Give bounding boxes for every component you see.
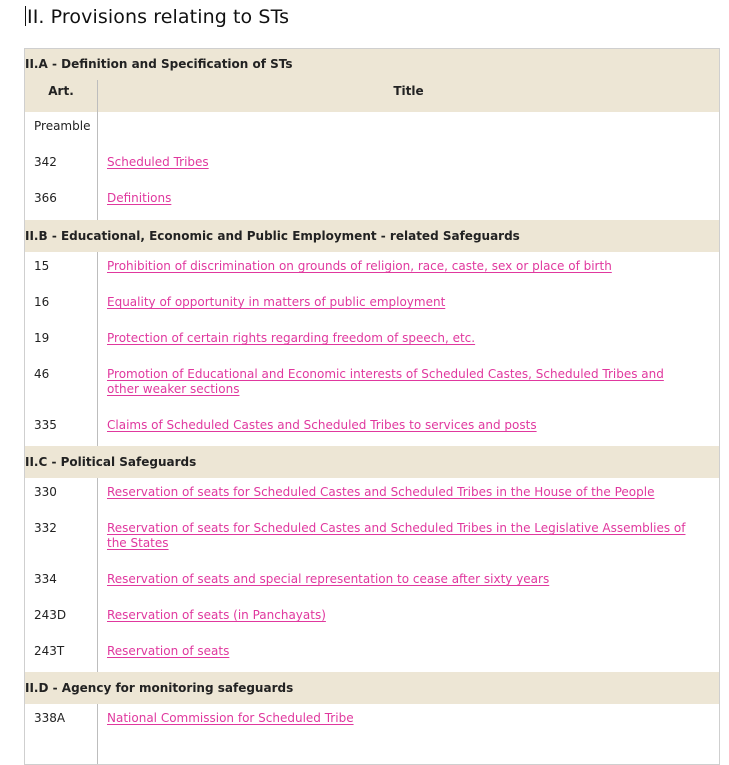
article-number: 366 [25,184,98,220]
table-row [25,288,719,324]
article-number: 338A [25,704,98,764]
article-title-link[interactable]: Reservation of seats and special representation to cease after sixty years [107,572,550,586]
article-title-link[interactable]: Protection of certain rights regarding freedom of speech, etc. [107,331,476,345]
article-number: 19 [25,324,98,360]
article-number: 334 [25,565,98,601]
text-cursor [25,6,26,26]
column-header-title: Title [393,84,424,98]
article-number: 332 [25,514,98,565]
article-title-cell [98,637,719,672]
article-title-link[interactable]: Scheduled Tribes [107,155,209,169]
article-title-link[interactable]: National Commission for Scheduled Tribe [107,711,354,725]
article-title-cell [98,360,719,411]
table-row [25,112,719,148]
article-title-cell [98,411,719,446]
article-title-link[interactable]: Definitions [107,191,172,205]
article-number: 342 [25,148,98,184]
column-header-art: Art. [25,80,98,112]
table-row [25,478,719,514]
table-row [25,565,719,601]
page-title-text: II. Provisions relating to STs [27,6,290,28]
article-title-cell [98,601,719,637]
article-number: 330 [25,478,98,514]
table-row [25,324,719,360]
article-title-link[interactable]: Claims of Scheduled Castes and Scheduled Tribes to services and posts [107,418,537,432]
table-row [25,360,719,411]
table-row [25,704,719,764]
article-title-link[interactable]: Reservation of seats [107,644,230,658]
article-number: 335 [25,411,98,446]
article-number: Preamble [25,112,98,148]
article-title-cell [98,252,719,288]
article-title-cell [98,565,719,601]
table-row [25,514,719,565]
column-header-row [25,80,719,112]
table-row [25,148,719,184]
article-title-cell [98,514,719,565]
section-heading-b: II.B - Educational, Economic and Public Employment - related Safeguards [25,220,719,252]
article-title-link[interactable]: Prohibition of discrimination on grounds of religion, race, caste, sex or place of birth [107,259,612,273]
table-row [25,411,719,446]
article-title-cell [98,184,719,220]
section-heading-a: II.A - Definition and Specification of STs [25,49,719,80]
article-title-cell [98,148,719,184]
table-row [25,637,719,672]
section-heading-c: II.C - Political Safeguards [25,446,719,478]
article-title-link[interactable]: Reservation of seats for Scheduled Castes and Scheduled Tribes in the House of the People [107,485,655,499]
article-number: 16 [25,288,98,324]
article-title-link[interactable]: Equality of opportunity in matters of public employment [107,295,446,309]
article-title-cell [98,704,719,764]
article-title-empty [98,112,719,148]
article-title-cell [98,324,719,360]
table-row [25,601,719,637]
page-title [25,6,289,28]
article-number: 46 [25,360,98,411]
article-title-cell [98,288,719,324]
article-number: 243D [25,601,98,637]
article-number: 243T [25,637,98,672]
provisions-table [24,48,720,765]
article-number: 15 [25,252,98,288]
table-row [25,184,719,220]
article-title-cell [98,478,719,514]
table-row [25,252,719,288]
article-title-link[interactable]: Reservation of seats (in Panchayats) [107,608,326,622]
article-title-link[interactable]: Promotion of Educational and Economic interests of Scheduled Castes, Scheduled Tribes and other weaker sections [107,367,664,396]
section-heading-d: II.D - Agency for monitoring safeguards [25,672,719,704]
article-title-link[interactable]: Reservation of seats for Scheduled Castes and Scheduled Tribes in the Legislative Assemblies of the States [107,521,686,550]
